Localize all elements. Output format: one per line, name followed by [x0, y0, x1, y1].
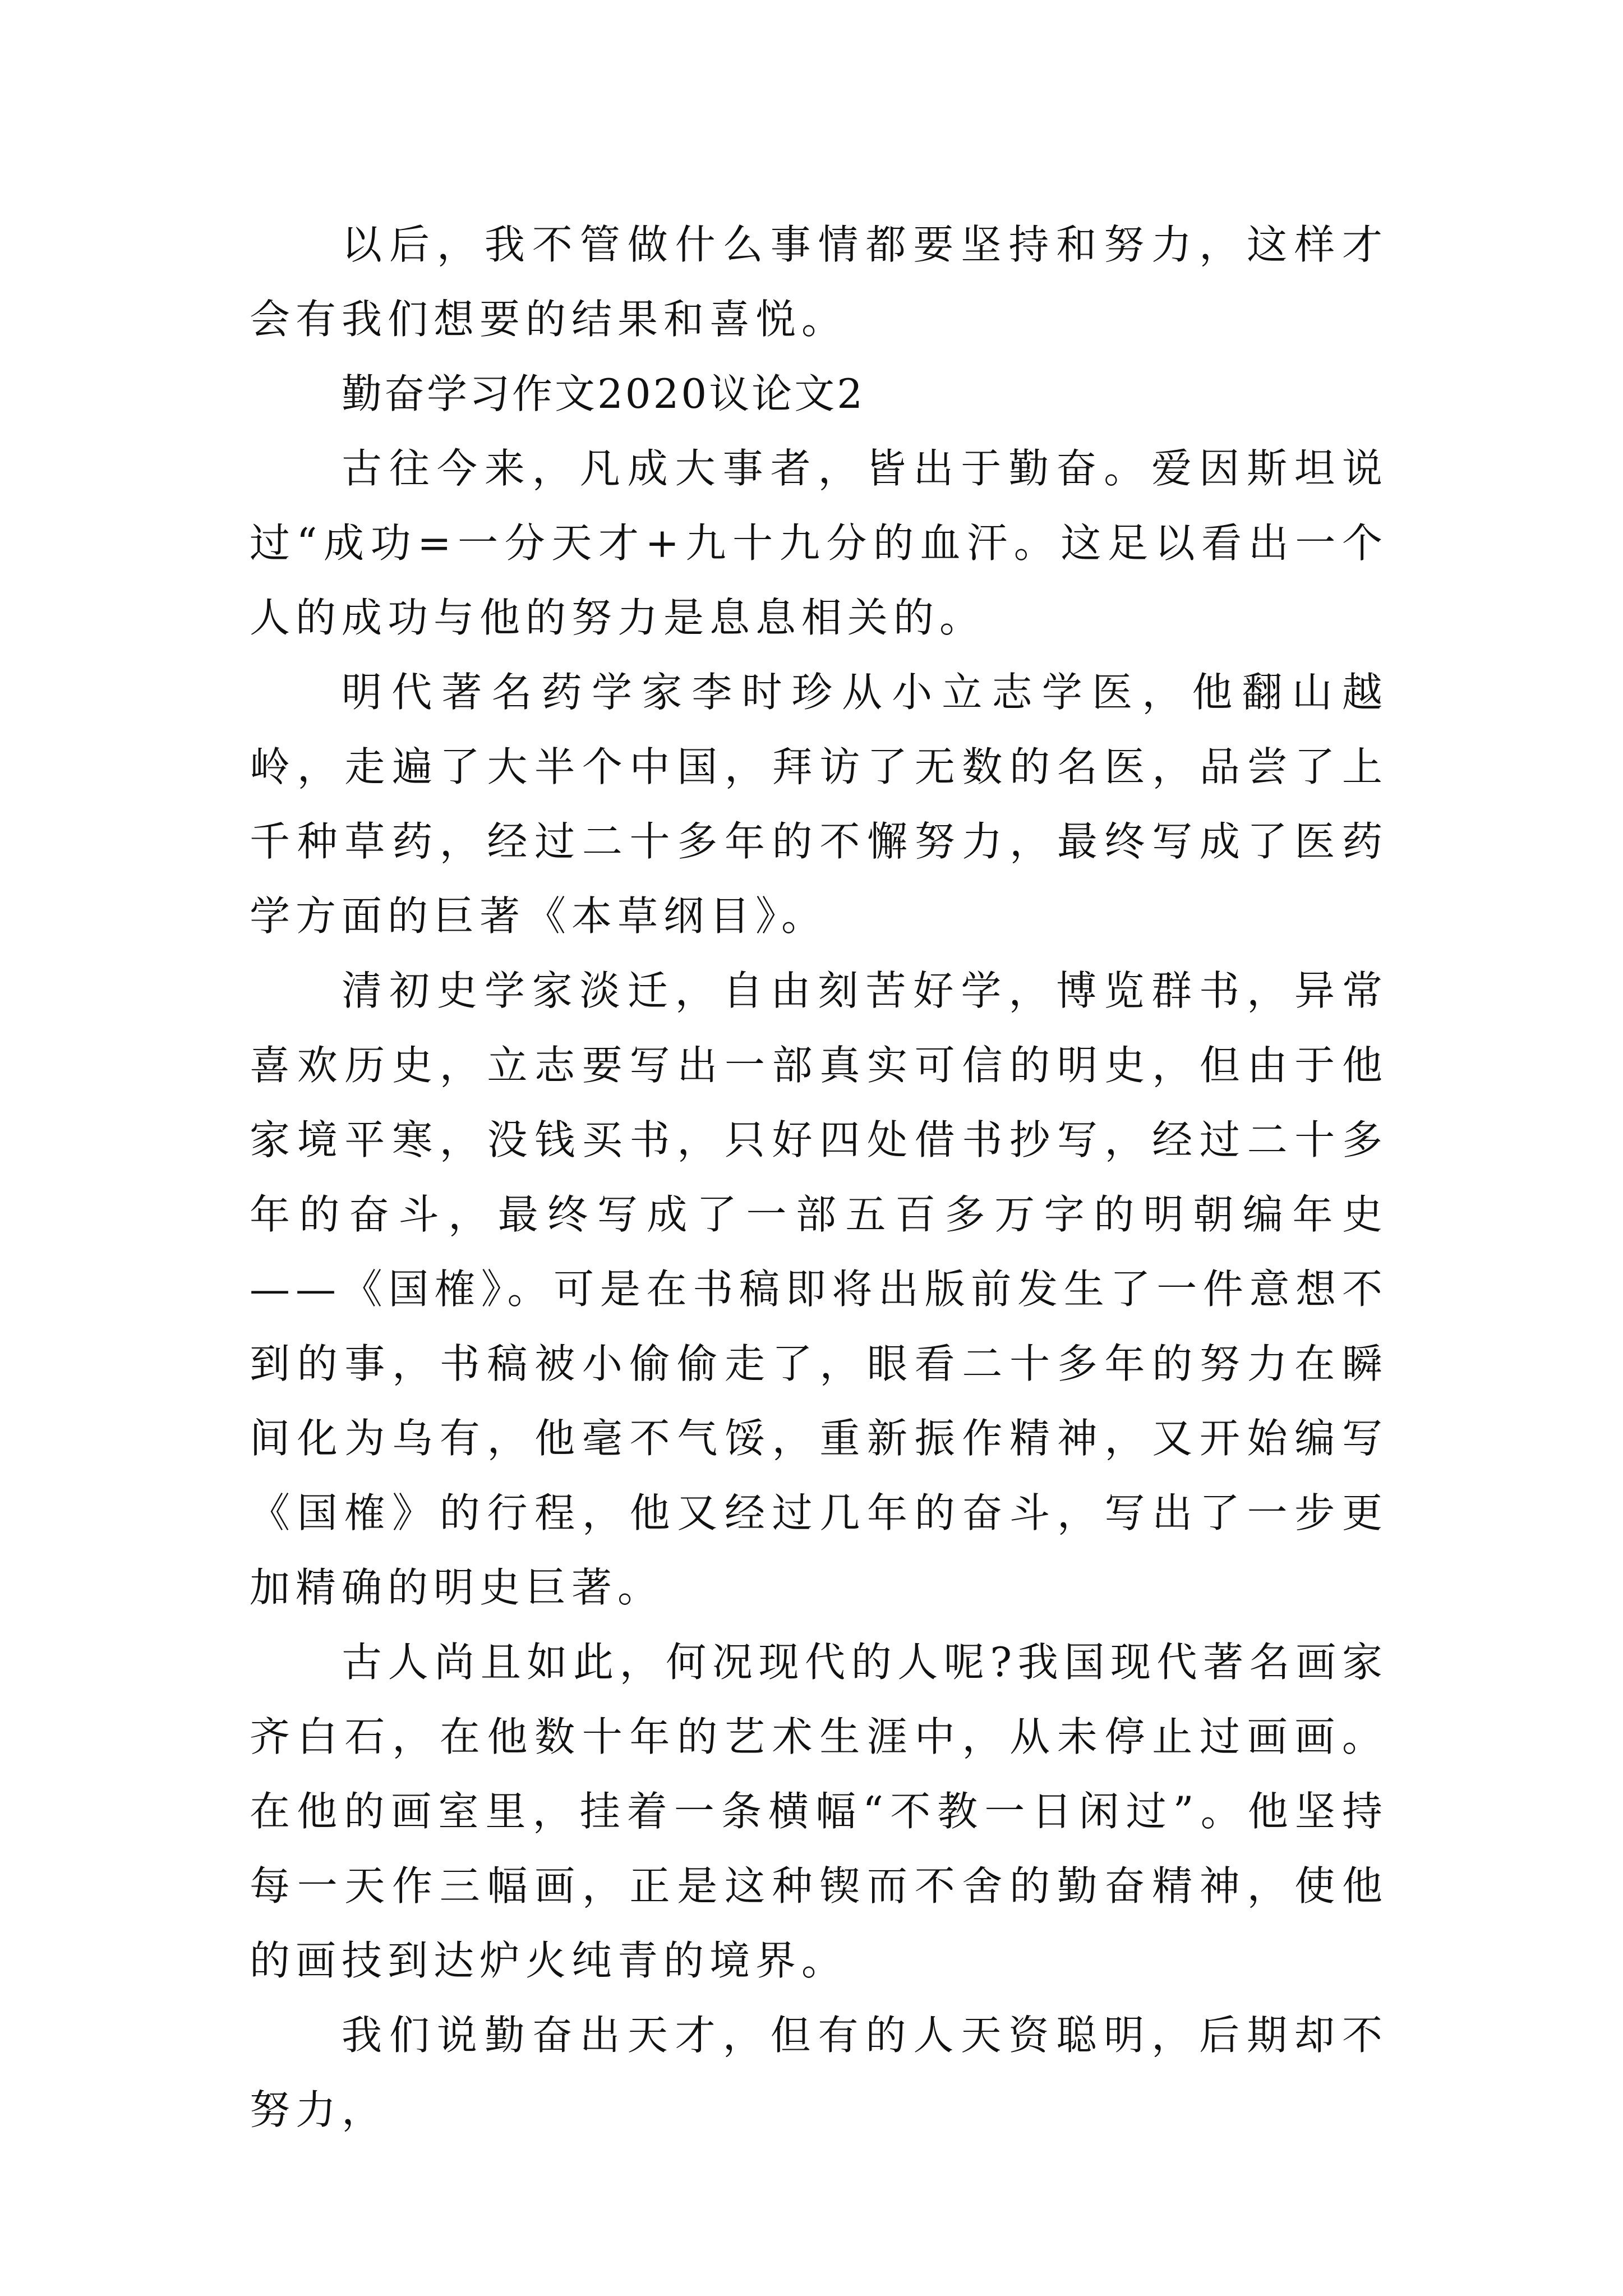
- paragraph-3: 明代著名药学家李时珍从小立志学医，他翻山越岭，走遍了大半个中国，拜访了无数的名医，品尝了上千种草药，经过二十多年的不懈努力，最终写成了医药学方面的巨著《本草纲目》。: [250, 669, 1388, 940]
- document-body: [250, 208, 1388, 2147]
- paragraph-2: 古往今来，凡成大事者，皆出于勤奋。爱因斯坦说过“成功=一分天才+九十九分的血汗。这足以看出一个人的成功与他的努力是息息相关的。: [250, 445, 1388, 641]
- paragraph-4: 清初史学家淡迁，自由刻苦好学，博览群书，异常喜欢历史，立志要写出一部真实可信的明史，但由于他家境平寒，没钱买书，只好四处借书抄写，经过二十多年的奋斗，最终写成了一部五百多万字的明朝编年史——《国榷》。可是在书稿即将出版前发生了一件意想不到的事，书稿被小偷偷走了，眼看二十多年的努力在瞬间化为乌有，他毫不气馁，重新振作精神，又开始编写《国榷》的行程，他又经过几年的奋斗，写出了一步更加精确的明史巨著。: [250, 967, 1388, 1611]
- paragraph-1: 以后，我不管做什么事情都要坚持和努力，这样才会有我们想要的结果和喜悦。: [250, 221, 1388, 343]
- essay-heading: 勤奋学习作文2020议论文2: [342, 370, 865, 417]
- paragraph-5: 古人尚且如此，何况现代的人呢?我国现代著名画家齐白石，在他数十年的艺术生涯中，从未停止过画画。在他的画室里，挂着一条横幅“不教一日闲过”。他坚持每一天作三幅画，正是这种锲而不舍的勤奋精神，使他的画技到达炉火纯青的境界。: [250, 1639, 1388, 1984]
- paragraph-6: 我们说勤奋出天才，但有的人天资聪明，后期却不努力，: [250, 2012, 1388, 2133]
